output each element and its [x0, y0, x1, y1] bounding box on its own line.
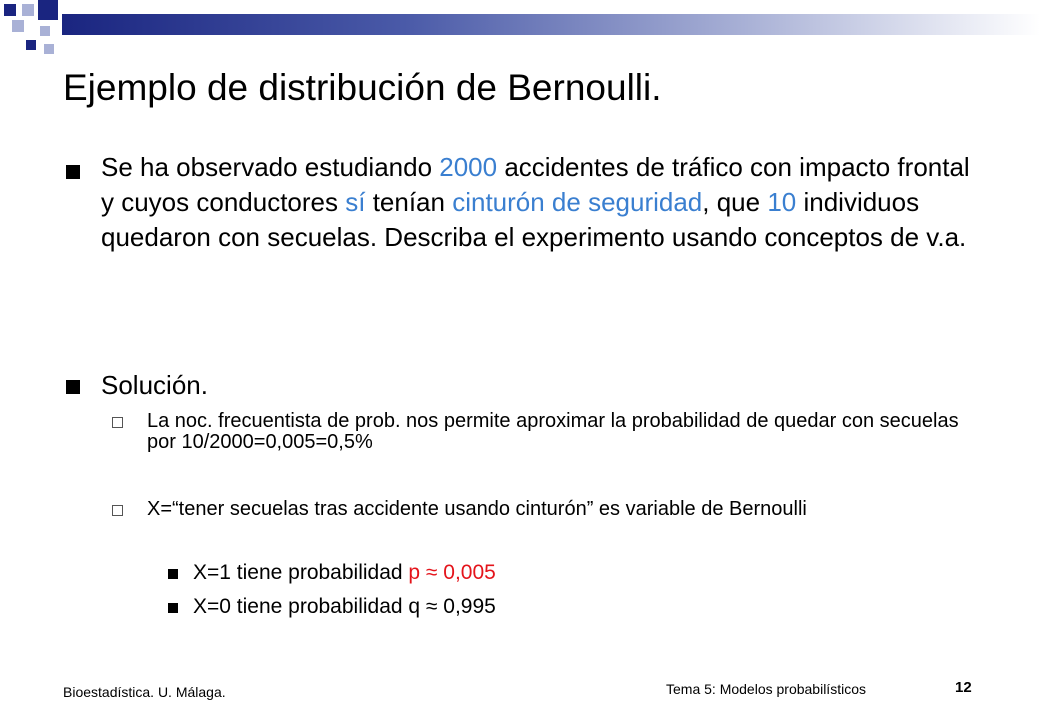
item-x0: X=0 tiene probabilidad q ≈ 0,995: [193, 595, 496, 618]
small-bullet-marker: [168, 603, 178, 613]
slide-title: Ejemplo de distribución de Bernoulli.: [63, 67, 662, 108]
hollow-bullet-icon: [112, 417, 123, 428]
text-segment: individuos quedaron con secuelas. Describa el experimento usando conceptos de v.a.: [101, 187, 967, 252]
footer-left-text: Bioestadística. U. Málaga.: [63, 684, 226, 700]
page-number: 12: [955, 679, 972, 696]
sub-bullet-frequentist: La noc. frecuentista de prob. nos permite aproximar la probabilidad de quedar con secuelas por 10/2000=0,005=0,5%: [147, 410, 959, 453]
bullet-marker: [66, 380, 80, 394]
top-gradient-bar: [62, 14, 1040, 35]
bullet-marker: [66, 165, 80, 179]
highlight-cinturon: cinturón de seguridad: [452, 187, 703, 217]
item-x1-label: X=1 tiene probabilidad: [193, 561, 409, 584]
item-x1: [193, 560, 496, 586]
bullet-solution-text: Solución.: [101, 370, 208, 400]
highlight-si: sí: [345, 187, 366, 217]
hollow-bullet-icon: [112, 505, 123, 516]
small-bullet-marker: [168, 569, 178, 579]
text-segment: Se ha observado estudiando: [101, 152, 440, 182]
highlight-2000: 2000: [439, 152, 498, 182]
item-x1-value: p ≈ 0,005: [408, 561, 496, 584]
bullet-problem-text: [101, 150, 981, 255]
footer-topic-text: Tema 5: Modelos probabilísticos: [666, 681, 866, 697]
text-segment: tenían: [365, 187, 453, 217]
text-segment: , que: [702, 187, 768, 217]
text-segment: accidentes de tráfico con impacto frontal y cuyos conductores: [101, 152, 970, 217]
highlight-10: 10: [767, 187, 797, 217]
sub-bullet-variable: X=“tener secuelas tras accidente usando cinturón” es variable de Bernoulli: [147, 498, 807, 520]
